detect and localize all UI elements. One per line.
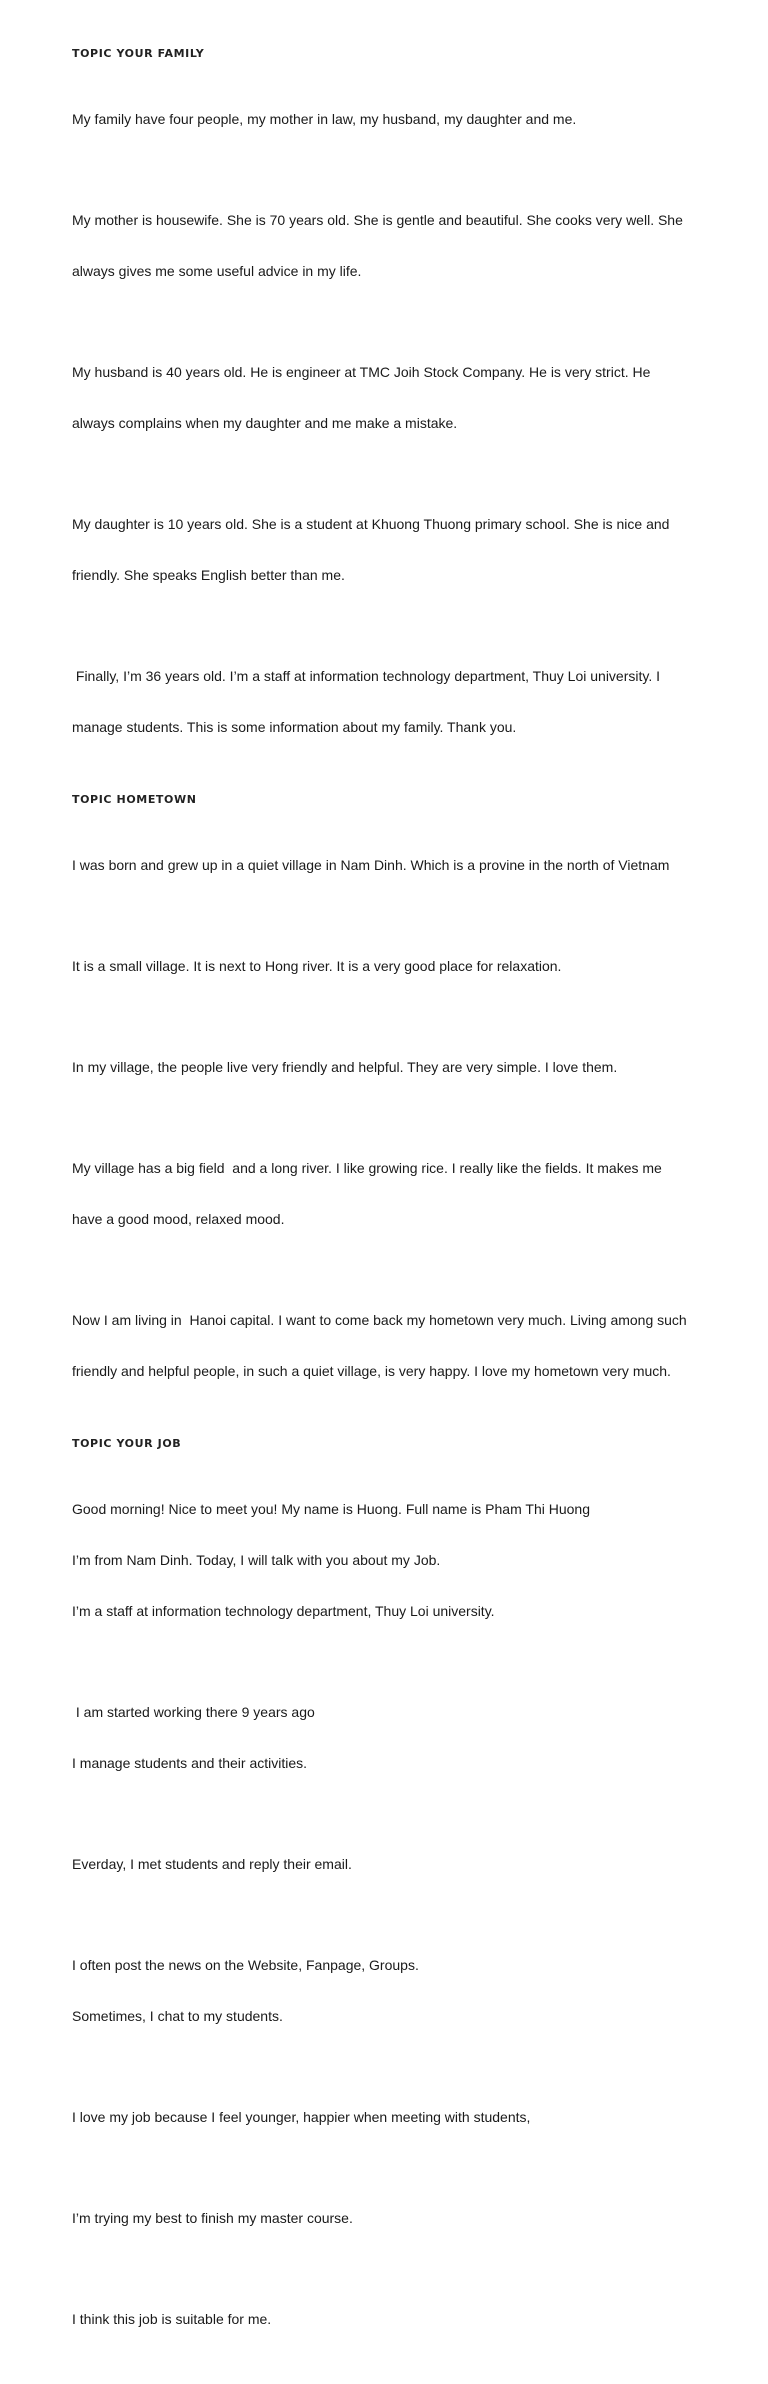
section-heading: TOPIC HOMETOWN — [72, 793, 197, 806]
paragraph — [72, 2277, 722, 2362]
paragraph — [72, 1822, 722, 1907]
text-line: My family have four people, my mother in law, my husband, my daughter and me. — [72, 111, 577, 127]
section-family — [72, 46, 722, 770]
section-heading: TOPIC YOUR FAMILY — [72, 47, 205, 60]
text-line: always complains when my daughter and me make a mistake. — [72, 415, 458, 431]
paragraph — [72, 178, 722, 314]
section-job — [72, 1436, 722, 2362]
text-line: My husband is 40 years old. He is engineer at TMC Joih Stock Company. He is very strict. He — [72, 364, 651, 380]
paragraph — [72, 1923, 722, 2059]
paragraph — [72, 1126, 722, 1262]
paragraph — [72, 77, 722, 162]
text-line: I’m from Nam Dinh. Today, I will talk with you about my Job. — [72, 1552, 441, 1568]
text-line: I think this job is suitable for me. — [72, 2311, 272, 2327]
text-line: My mother is housewife. She is 70 years old. She is gentle and beautiful. She cooks very well. She — [72, 212, 683, 228]
text-line: It is a small village. It is next to Hong river. It is a very good place for relaxation. — [72, 958, 562, 974]
paragraph — [72, 634, 722, 770]
text-line: My daughter is 10 years old. She is a student at Khuong Thuong primary school. She is nice and — [72, 516, 670, 532]
section-heading: TOPIC YOUR JOB — [72, 1437, 182, 1450]
paragraph — [72, 924, 722, 1009]
document-page — [72, 46, 722, 2384]
text-line: Good morning! Nice to meet you! My name is Huong. Full name is Pham Thi Huong — [72, 1501, 590, 1517]
section-hometown — [72, 792, 722, 1414]
paragraph — [72, 1467, 722, 1654]
text-line: manage students. This is some information about my family. Thank you. — [72, 719, 517, 735]
paragraph — [72, 2176, 722, 2261]
paragraph — [72, 823, 722, 908]
text-line: friendly and helpful people, in such a quiet village, is very happy. I love my hometown very much. — [72, 1363, 671, 1379]
text-line: My village has a big field and a long river. I like growing rice. I really like the fields. It makes me — [72, 1160, 662, 1176]
paragraph — [72, 482, 722, 618]
paragraph — [72, 330, 722, 466]
text-line: have a good mood, relaxed mood. — [72, 1211, 285, 1227]
text-line: I love my job because I feel younger, happier when meeting with students, — [72, 2109, 531, 2125]
text-line: Everday, I met students and reply their email. — [72, 1856, 352, 1872]
text-line: In my village, the people live very friendly and helpful. They are very simple. I love them. — [72, 1059, 618, 1075]
paragraph — [72, 2075, 722, 2160]
text-line: friendly. She speaks English better than me. — [72, 567, 345, 583]
paragraph — [72, 1025, 722, 1110]
text-line: I’m a staff at information technology department, Thuy Loi university. — [72, 1603, 495, 1619]
paragraph — [72, 1670, 722, 1806]
text-line: Finally, I’m 36 years old. I’m a staff at information technology department, Thuy Loi university. I — [72, 668, 661, 684]
paragraph — [72, 1278, 722, 1414]
text-line: I am started working there 9 years ago — [72, 1704, 315, 1720]
text-line: Now I am living in Hanoi capital. I want to come back my hometown very much. Living among such — [72, 1312, 687, 1328]
text-line: I’m trying my best to finish my master course. — [72, 2210, 353, 2226]
text-line: I manage students and their activities. — [72, 1755, 308, 1771]
text-line: I was born and grew up in a quiet village in Nam Dinh. Which is a provine in the north of Vietnam — [72, 857, 670, 873]
text-line: I often post the news on the Website, Fanpage, Groups. — [72, 1957, 419, 1973]
text-line: always gives me some useful advice in my life. — [72, 263, 362, 279]
text-line: Sometimes, I chat to my students. — [72, 2008, 283, 2024]
